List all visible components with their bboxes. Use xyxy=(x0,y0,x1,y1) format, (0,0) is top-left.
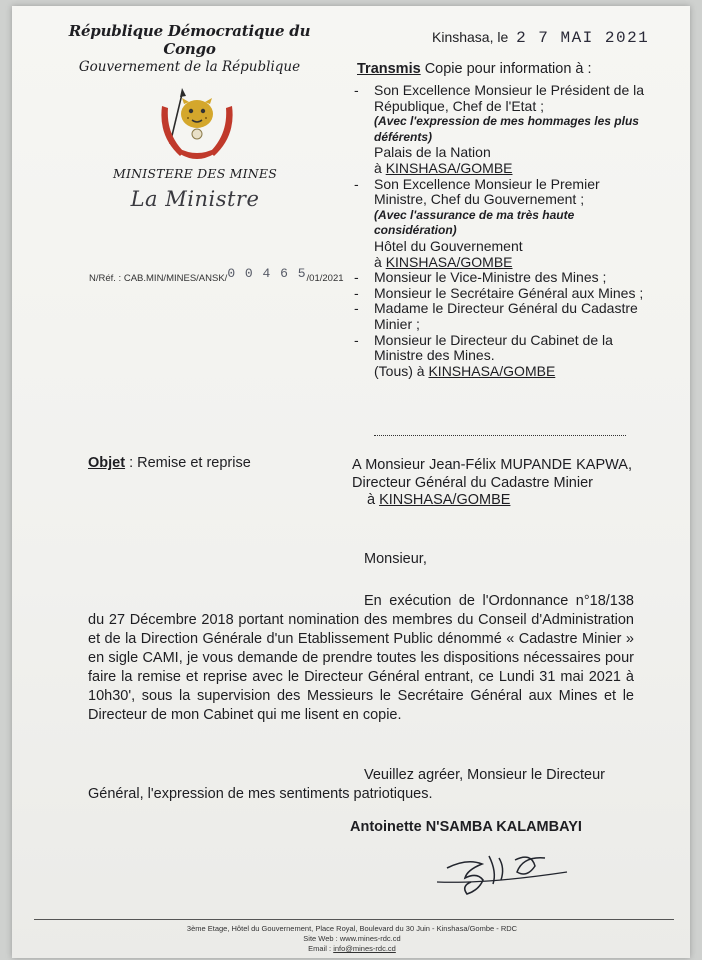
footer-divider xyxy=(34,919,674,920)
letterhead xyxy=(67,22,312,75)
dotted-divider xyxy=(374,435,626,436)
recipient-main: Son Excellence Monsieur le Premier Ministre, Chef du Gouvernement ; xyxy=(374,175,600,208)
list-item xyxy=(354,286,654,302)
reference-number xyxy=(89,266,344,285)
recipient-main: Monsieur le Directeur du Cabinet de la Ministre des Mines. xyxy=(374,331,613,364)
footer-web: Site Web : www.mines-rdc.cd xyxy=(303,934,401,943)
distribution-list xyxy=(354,83,654,379)
list-item xyxy=(354,301,654,332)
date-stamp: 2 7 MAI 2021 xyxy=(516,29,650,47)
closing-line-1: Veuillez agréer, Monsieur le Directeur xyxy=(364,767,605,783)
coat-of-arms-icon xyxy=(152,86,242,168)
recipient-main: Son Excellence Monsieur le Président de la République, Chef de l'Etat ; xyxy=(374,82,645,114)
letter-body xyxy=(88,592,634,725)
dash-bullet: - xyxy=(354,82,359,98)
addressee-line: A Monsieur Jean-Félix MUPANDE KAPWA, Directeur Général du Cadastre Minier xyxy=(352,457,632,491)
subject-text: : Remise et reprise xyxy=(125,455,251,471)
body-text: En exécution de l'Ordonnance n°18/138 du 27 Décembre 2018 portant nomination des membres du Conseil d'Administration et de la Direction Générale d'un Etablissement Public dénommé « Cadastre Minier » en sigle CAMI, je vous demande de prendre toutes les dispositions nécessaires pour faire la remise et reprise avec le Directeur Général entrant, ce Lundi 31 mai 2021 à 10h30', sous la supervision des Messieurs le Secrétaire Général aux Mines et le Directeur de mon Cabinet qui me lisent en copie. xyxy=(88,593,634,723)
recipient-place: Hôtel du Gouvernement xyxy=(374,237,523,254)
dash-bullet: - xyxy=(354,175,359,192)
recipient-main: Monsieur le Secrétaire Général aux Mines ; xyxy=(374,284,644,301)
recipient-location: à KINSHASA/GOMBE xyxy=(374,253,513,270)
recipient-location: à KINSHASA/GOMBE xyxy=(374,159,513,176)
addressee-block xyxy=(352,457,632,510)
list-item xyxy=(354,333,654,380)
reference-stamp: 0 0 4 6 5 xyxy=(227,266,307,281)
transmis-line xyxy=(357,61,592,77)
transmis-label: Transmis xyxy=(357,61,421,77)
recipient-note: (Avec l'expression de mes hommages les plus déférents) xyxy=(374,114,639,144)
closing-line-2: Général, l'expression de mes sentiments patriotiques. xyxy=(88,786,433,802)
subject-line xyxy=(88,455,251,471)
dash-bullet: - xyxy=(354,284,359,301)
footer-email: Email : info@mines-rdc.cd xyxy=(308,944,396,953)
recipient-place: Palais de la Nation xyxy=(374,144,491,161)
list-item xyxy=(354,270,654,286)
reference-suffix: /01/2021 xyxy=(306,273,344,284)
recipient-main: Monsieur le Vice-Ministre des Mines ; xyxy=(374,269,607,286)
dash-bullet: - xyxy=(354,331,359,348)
recipient-location: (Tous) à KINSHASA/GOMBE xyxy=(374,362,556,379)
date-city: Kinshasa, le xyxy=(432,29,509,45)
signature-icon xyxy=(427,838,577,900)
addressee-location: à KINSHASA/GOMBE xyxy=(367,492,511,508)
republic-name: République Démocratique du Congo xyxy=(68,22,311,58)
government-name: Gouvernement de la République xyxy=(78,59,301,75)
minister-title: La Ministre xyxy=(130,187,260,211)
subject-label: Objet xyxy=(88,455,126,471)
dash-bullet: - xyxy=(354,269,359,286)
transmis-text: Copie pour information à : xyxy=(420,61,592,77)
footer-address: 3ème Etage, Hôtel du Gouvernement, Place Royal, Boulevard du 30 Juin - Kinshasa/Gombe - RDC xyxy=(186,924,518,933)
list-item xyxy=(354,83,654,177)
list-item xyxy=(354,177,654,271)
date-line xyxy=(432,29,649,47)
dash-bullet: - xyxy=(354,300,359,317)
salutation: Monsieur, xyxy=(364,551,427,567)
footer xyxy=(112,924,592,954)
ministry-name: MINISTERE DES MINES xyxy=(113,166,277,181)
letter-page xyxy=(12,6,690,958)
recipient-note: (Avec l'assurance de ma très haute considération) xyxy=(374,207,575,238)
recipient-main: Madame le Directeur Général du Cadastre Minier ; xyxy=(374,300,638,332)
signer-name: Antoinette N'SAMBA KALAMBAYI xyxy=(350,819,582,835)
reference-prefix: N/Réf. : CAB.MIN/MINES/ANSK/ xyxy=(89,273,228,284)
